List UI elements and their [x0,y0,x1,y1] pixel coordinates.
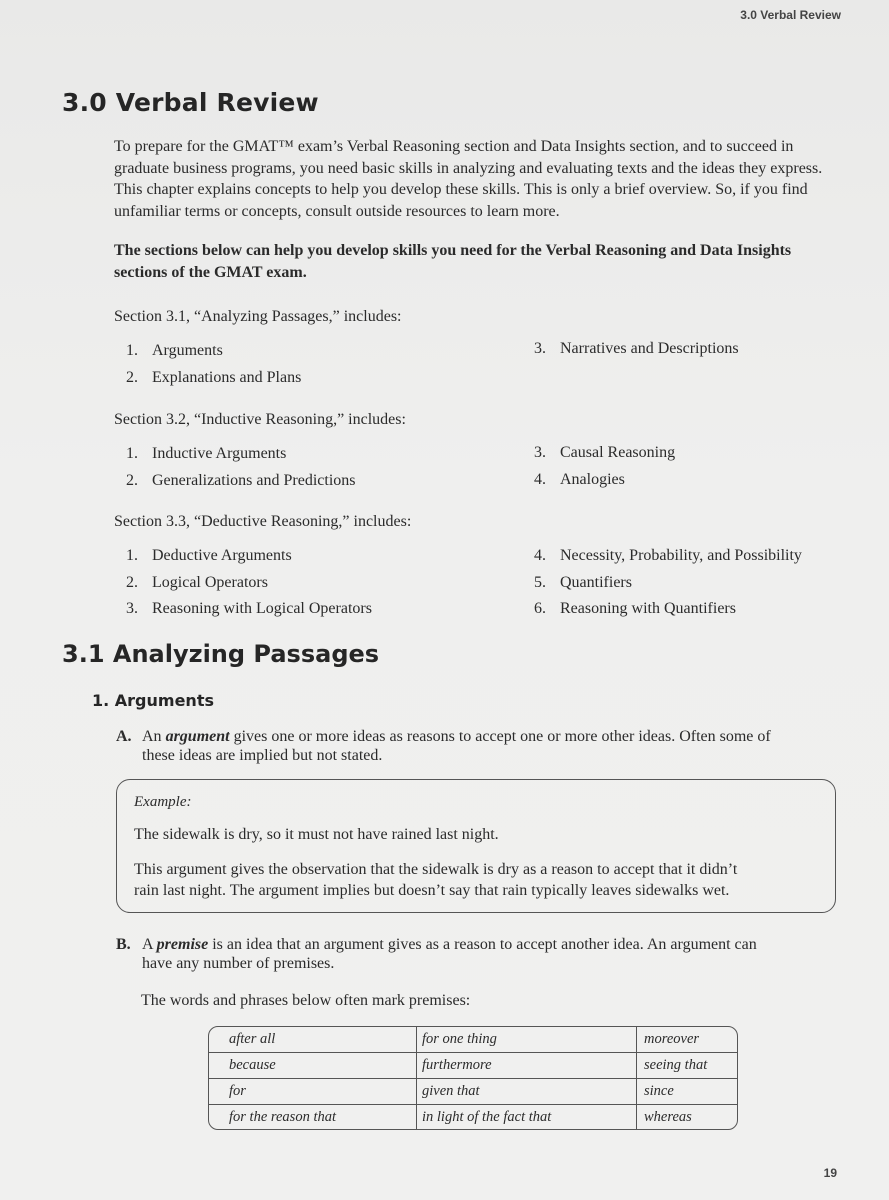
premise-markers-label: The words and phrases below often mark premises: [141,992,471,1009]
list-item: 3. Narratives and Descriptions [534,340,739,357]
list-item: 6. Reasoning with Quantifiers [534,600,736,617]
table-cell: after all [209,1027,416,1053]
paragraph-premise: B. A premise is an idea that an argument gives as a reason to accept another idea. An argument can [116,936,757,953]
section-3-1-label: Section 3.1, “Analyzing Passages,” includes: [114,308,402,325]
table-cell: whereas [644,1109,692,1125]
list-item: 4. Necessity, Probability, and Possibility [534,547,802,564]
section-3-3-label: Section 3.3, “Deductive Reasoning,” includes: [114,513,412,530]
markers-column-1 [209,1027,417,1129]
intro-paragraph: To prepare for the GMAT™ exam’s Verbal Reasoning section and Data Insights section, and to succeed in graduate business programs, you need basic skills in analyzing and evaluating texts and the ideas they express. This chapter explains concepts to help you develop these skills. This is only a brief overview. So, if you find unfamiliar terms or concepts, consult outside resources to learn more. [114,138,823,220]
list-item: 1. Inductive Arguments [126,445,287,462]
table-cell: furthermore [416,1053,636,1079]
table-cell: for [209,1079,416,1105]
list-item: 2. Generalizations and Predictions [126,472,356,489]
table-cell: moreover [636,1027,737,1053]
page-number: 19 [823,1166,837,1180]
table-cell: for one thing [416,1027,636,1053]
example-explanation-line1: This argument gives the observation that the sidewalk is dry as a reason to accept that it didn’t [134,861,738,878]
list-item: 5. Quantifiers [534,574,632,591]
chapter-title: 3.0 Verbal Review [62,88,319,117]
table-cell: because [209,1053,416,1079]
list-item: 4. Analogies [534,471,625,488]
term-premise: premise [156,936,209,953]
section-heading: 3.1 Analyzing Passages [62,640,380,668]
table-cell: seeing that [636,1053,737,1079]
markers-column-3 [636,1027,737,1129]
section-3-2-label: Section 3.2, “Inductive Reasoning,” includes: [114,411,406,428]
example-box [116,779,836,913]
list-item: 1. Deductive Arguments [126,547,292,564]
list-item: 2. Explanations and Plans [126,369,302,386]
table-cell: given that [416,1079,636,1105]
example-label: Example: [134,794,192,810]
paragraph-argument: A. An argument gives one or more ideas as reasons to accept one or more other ideas. Often some of [116,728,771,745]
list-item: 2. Logical Operators [126,574,268,591]
paragraph-argument-line2: these ideas are implied but not stated. [142,747,383,764]
table-cell: since [636,1079,737,1105]
paragraph-premise-line2: have any number of premises. [142,955,335,972]
sections-note: The sections below can help you develop skills you need for the Verbal Reasoning and Data Insights sections of the GMAT exam. [114,242,792,281]
table-cell: in light of the fact that [422,1109,552,1125]
list-item: 3. Reasoning with Logical Operators [126,600,372,617]
running-head: 3.0 Verbal Review [740,8,841,22]
markers-column-2 [416,1027,637,1129]
example-sentence: The sidewalk is dry, so it must not have rained last night. [134,826,499,843]
example-explanation-line2: rain last night. The argument implies but doesn’t say that rain typically leaves sidewalks wet. [134,882,730,899]
table-cell: for the reason that [229,1109,337,1125]
term-argument: argument [165,728,230,745]
premise-markers-table [208,1026,738,1130]
list-item: 1. Arguments [126,342,223,359]
list-item: 3. Causal Reasoning [534,444,676,461]
subsection-heading: 1. Arguments [92,691,214,710]
